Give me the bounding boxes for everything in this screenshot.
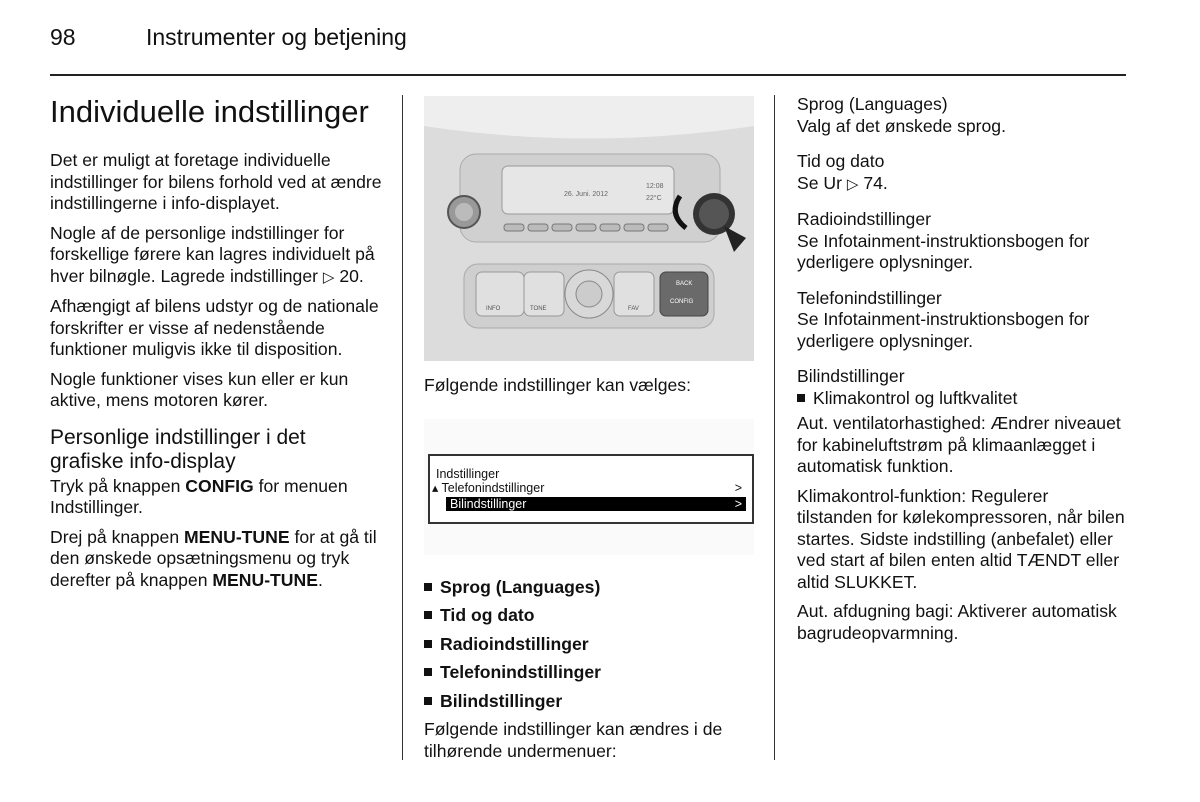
key-menu-tune-2: MENU-TUNE [212, 569, 318, 590]
display-date-text: 26. Juni. 2012 [564, 191, 608, 198]
bullet-square-icon [424, 697, 432, 705]
display-temp-text: 22°C [646, 195, 662, 202]
fav-button-label: FAV [628, 306, 639, 312]
bullet-square-icon [424, 668, 432, 676]
key-config: CONFIG [185, 475, 254, 496]
list-item: Sprog (Languages) [424, 577, 754, 599]
column-left [50, 94, 382, 599]
paragraph-intro: Det er muligt at foretage individuelle indstillinger for bilens forhold ved at ændre indstillingerne i info-displayet. [50, 150, 382, 213]
section-language: Sprog (Languages) Valg af det ønskede sprog. [797, 94, 1127, 137]
column-right [797, 94, 1127, 652]
bullet-square-icon [797, 394, 805, 402]
page-number: 98 [50, 24, 76, 50]
paragraph-config: Tryk på knappen CONFIG for menuen Indstillinger. [50, 475, 348, 517]
list-item: Radioindstillinger [424, 634, 754, 656]
column-divider-1 [402, 95, 403, 760]
list-item: Klimakontrol og luftkvalitet [797, 388, 1127, 410]
section-vehicle [797, 366, 1127, 644]
header-rule [50, 74, 1126, 76]
chevron-right-icon: > [734, 480, 742, 495]
section-title: Individuelle indstillinger [50, 94, 369, 129]
section-phone: Telefonindstillinger Se Infotainment-instruktionsbogen for yderligere oplysninger. [797, 288, 1127, 353]
list-item: Telefonindstillinger [424, 662, 754, 684]
heading-phone: Telefonindstillinger [797, 287, 942, 308]
paragraph-equipment: Afhængigt af bilens udstyr og de nationale forskrifter er visse af nedenstående funktioner muligvis ikke til disposition. [50, 296, 379, 359]
item-rear-defog: Aut. afdugning bagi: Aktiverer automatisk bagrudeopvarmning. [797, 601, 1117, 643]
dashboard-illustration [424, 96, 754, 361]
display-time-text: 12:08 [646, 183, 664, 190]
page-reference: 74. [863, 172, 888, 193]
paragraph-changeable: Følgende indstillinger kan ændres i de tilhørende undermenuer: [424, 719, 723, 761]
chapter-title: Instrumenter og betjening [146, 24, 407, 50]
column-divider-2 [774, 95, 775, 760]
settings-screen-illustration [424, 419, 754, 555]
list-item: Tid og dato [424, 605, 754, 627]
bullet-square-icon [424, 611, 432, 619]
radio-panel-image [424, 96, 754, 361]
settings-screen [428, 454, 754, 524]
list-item: Bilindstillinger [424, 691, 754, 713]
info-button-label: INFO [486, 306, 501, 312]
screen-row-vehicle-selected: Bilindstillinger > [446, 497, 746, 511]
section-radio: Radioindstillinger Se Infotainment-instruktionsbogen for yderligere oplysninger. [797, 209, 1127, 274]
paragraph-engine: Nogle funktioner vises kun eller er kun aktive, mens motoren kører. [50, 368, 349, 410]
bullet-square-icon [424, 583, 432, 591]
paragraph-personal: Nogle af de personlige indstillinger for forskellige førere kan lagres individuelt på hver bilnøgle. Lagrede indstillinger ▷ 20. [50, 222, 375, 286]
screen-row-phone: ▴ Telefonindstillinger > [432, 480, 742, 495]
config-button-label: CONFIG [670, 299, 694, 305]
item-climate-mode: Klimakontrol-funktion: Regulerer tilstanden for kølekompressoren, når bilen startes. Sidste indstilling (anbefalet) eller ved start af bilen enten altid TÆNDT eller altid SLUKKET. [797, 485, 1125, 592]
chevron-right-icon: > [734, 496, 742, 511]
key-menu-tune: MENU-TUNE [184, 526, 290, 547]
page-reference: 20. [339, 265, 364, 286]
reference-arrow-icon: ▷ [322, 268, 335, 286]
paragraph-menu-tune: Drej på knappen MENU-TUNE for at gå til den ønskede opsætningsmenu og tryk derefter på knappen MENU-TUNE. [50, 526, 377, 590]
subsection-title: Personlige indstillinger i det grafiske info-display [50, 425, 306, 473]
heading-time-date: Tid og dato [797, 151, 885, 171]
back-button-label: BACK [676, 281, 693, 287]
up-arrow-icon: ▴ [432, 480, 439, 495]
bullet-square-icon [424, 640, 432, 648]
heading-vehicle: Bilindstillinger [797, 366, 905, 386]
heading-language: Sprog (Languages) [797, 94, 948, 114]
paragraph-selectable: Følgende indstillinger kan vælges: [424, 375, 691, 395]
section-time-date: Tid og dato Se Ur ▷ 74. [797, 151, 1127, 195]
screen-title: Indstillinger [436, 466, 500, 481]
item-fan-speed: Aut. ventilatorhastighed: Ændrer niveauet for kabineluftstrøm på klimaanlægget i automatisk funktion. [797, 413, 1121, 476]
heading-radio: Radioindstillinger [797, 209, 931, 229]
column-middle [424, 94, 754, 770]
reference-arrow-icon: ▷ [846, 175, 859, 193]
tone-button-label: TONE [530, 306, 547, 312]
